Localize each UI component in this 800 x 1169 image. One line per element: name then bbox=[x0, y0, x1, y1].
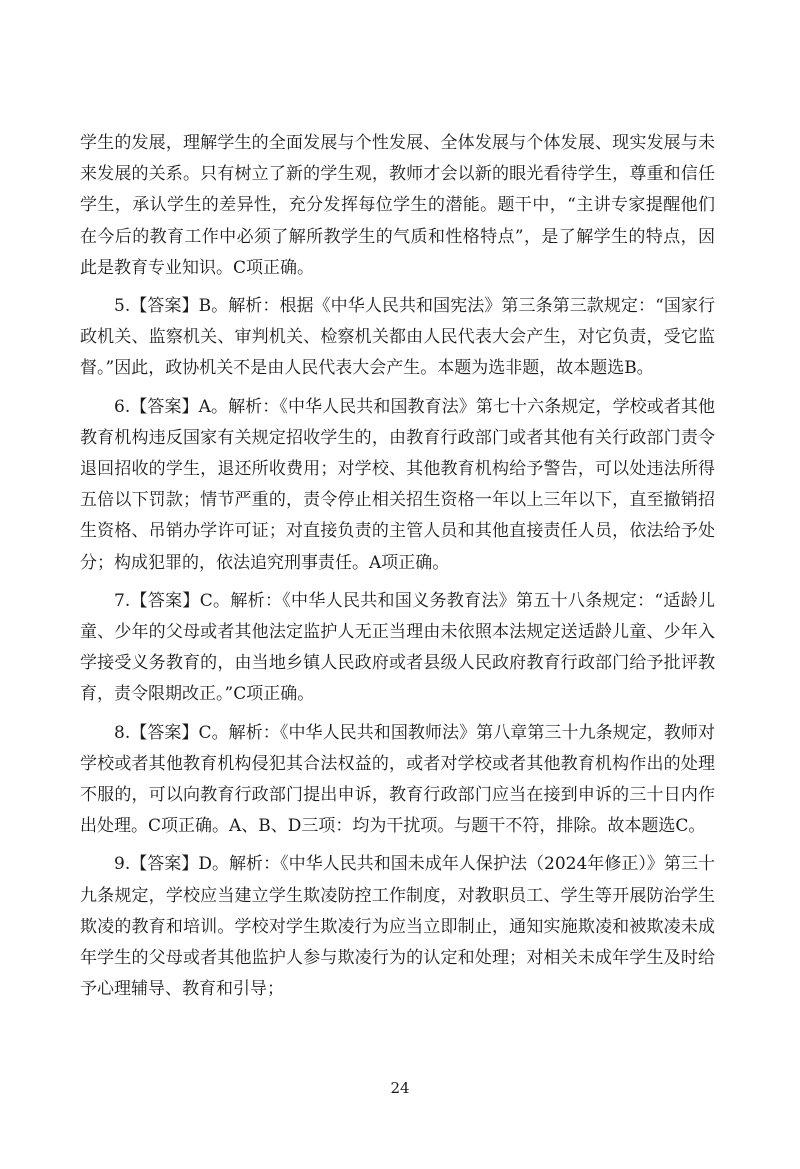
answer-9-paragraph: 9.【答案】D。解析：《中华人民共和国未成年人保护法（2024年修正）》第三十九条规定，学校应当建立学生欺凌防控工作制度，对教职员工、学生等开展防治学生欺凌的教育和培训。学校对学生欺凌行为应当立即制止，通知实施欺凌和被欺凌未成年学生的父母或者其他监护人参与欺凌行为的认定和处理；对相关未成年学生及时给予心理辅导、教育和引导； bbox=[80, 854, 715, 1000]
answer-6-paragraph: 6.【答案】A。解析：《中华人民共和国教育法》第七十六条规定，学校或者其他教育机构违反国家有关规定招收学生的，由教育行政部门或者其他有关行政部门责令退回招收的学生，退还所收费用；对学校、其他教育机构给予警告，可以处违法所得五倍以下罚款；情节严重的，责令停止相关招生资格一年以上三年以下，直至撤销招生资格、吊销办学许可证；对直接负责的主管人员和其他直接责任人员，依法给予处分；构成犯罪的，依法追究刑事责任。A项正确。 bbox=[80, 396, 715, 573]
answer-8-paragraph: 8.【答案】C。解析：《中华人民共和国教师法》第八章第三十九条规定，教师对学校或者其他教育机构侵犯其合法权益的，或者对学校或者其他教育机构作出的处理不服的，可以向教育行政部门提出申诉，教育行政部门应当在接到申诉的三十日内作出处理。C项正确。A、B、D三项：均为干扰项。与题干不符，排除。故本题选C。 bbox=[80, 722, 715, 837]
answer-7-paragraph: 7.【答案】C。解析：《中华人民共和国义务教育法》第五十八条规定：“适龄儿童、少年的父母或者其他法定监护人无正当理由未依照本法规定送适龄儿童、少年入学接受义务教育的，由当地乡镇人民政府或者县级人民政府教育行政部门给予批评教育，责令限期改正。”C项正确。 bbox=[80, 590, 715, 705]
answer-5-paragraph: 5.【答案】B。解析：根据《中华人民共和国宪法》第三条第三款规定：“国家行政机关、监察机关、审判机关、检察机关都由人民代表大会产生，对它负责，受它监督。”因此，政协机关不是由人民代表大会产生。本题为选非题，故本题选B。 bbox=[80, 296, 715, 379]
paragraph-continuation: 学生的发展，理解学生的全面发展与个性发展、全体发展与个体发展、现实发展与未来发展的关系。只有树立了新的学生观，教师才会以新的眼光看待学生，尊重和信任学生，承认学生的差异性，充分发挥每位学生的潜能。题干中，“主讲专家提醒他们在今后的教育工作中必须了解所教学生的气质和性格特点”，是了解学生的特点，因此是教育专业知识。C项正确。 bbox=[80, 133, 715, 278]
page-body bbox=[80, 128, 715, 1012]
page-number: 24 bbox=[390, 1079, 410, 1097]
